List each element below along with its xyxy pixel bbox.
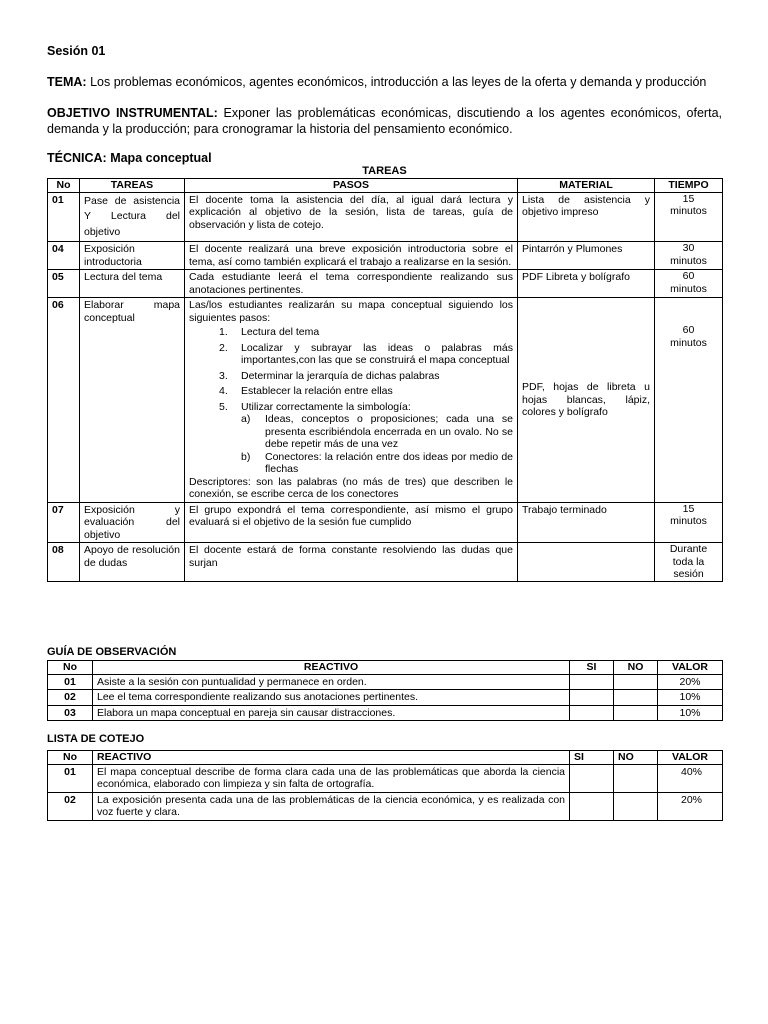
guia-table bbox=[47, 660, 723, 721]
row-reactivo: Elabora un mapa conceptual en pareja sin causar distracciones. bbox=[93, 705, 570, 721]
row-no: 02 bbox=[48, 690, 93, 706]
row-valor: 20% bbox=[658, 674, 723, 690]
row-pasos: El grupo expondrá el tema correspondiente, así mismo el grupo evaluará si el objetivo de la sesión fue cumplido bbox=[185, 502, 518, 543]
row-tarea: Apoyo de resolución de dudas bbox=[80, 543, 185, 582]
step-number: 1. bbox=[219, 326, 228, 338]
substeps-list bbox=[241, 413, 513, 476]
table-row bbox=[48, 792, 723, 820]
pasos-intro: Las/los estudiantes realizarán su mapa conceptual siguiendo los siguientes pasos: bbox=[189, 299, 513, 324]
row-tarea: Exposición introductoria bbox=[80, 242, 185, 270]
header-reactivo: REACTIVO bbox=[93, 661, 570, 675]
step-text: Utilizar correctamente la simbología: bbox=[241, 400, 411, 413]
header-no: No bbox=[48, 179, 80, 193]
header-tiempo: TIEMPO bbox=[655, 179, 723, 193]
row-pasos: El docente estará de forma constante resolviendo las dudas que surjan bbox=[185, 543, 518, 582]
row-no: 03 bbox=[48, 705, 93, 721]
lista-table bbox=[47, 750, 723, 821]
row-reactivo: El mapa conceptual describe de forma clara cada una de las problemáticas que aborda la ciencia económica, elaborado con limpieza y sin falta de ortografía. bbox=[93, 764, 570, 792]
tecnica-heading: TÉCNICA: Mapa conceptual bbox=[47, 151, 212, 165]
row-no-check bbox=[614, 674, 658, 690]
step-text: Determinar la jerarquía de dichas palabras bbox=[241, 369, 440, 382]
guia-title: GUÍA DE OBSERVACIÓN bbox=[47, 646, 177, 658]
row-material-text: PDF, hojas de libreta u hojas blancas, lápiz, colores y bolígrafo bbox=[522, 381, 650, 418]
row-si bbox=[570, 674, 614, 690]
row-reactivo: Asiste a la sesión con puntualidad y permanece en orden. bbox=[93, 674, 570, 690]
row-valor: 10% bbox=[658, 705, 723, 721]
row-valor: 20% bbox=[658, 792, 723, 820]
row-no-check bbox=[614, 690, 658, 706]
step-number: 3. bbox=[219, 369, 228, 382]
table-header-row bbox=[48, 179, 723, 193]
row-no-check bbox=[614, 764, 658, 792]
pasos-outro: Descriptores: son las palabras (no más de tres) que describen le conexión, se escribe cerca de los conectores bbox=[189, 475, 513, 500]
row-no: 06 bbox=[48, 298, 80, 503]
row-si bbox=[570, 690, 614, 706]
header-reactivo: REACTIVO bbox=[93, 751, 570, 765]
header-no: No bbox=[48, 751, 93, 765]
table-row bbox=[48, 502, 723, 543]
step-text: Establecer la relación entre ellas bbox=[241, 385, 393, 397]
row-no-check bbox=[614, 792, 658, 820]
row-material: Lista de asistencia y objetivo impreso bbox=[518, 192, 655, 242]
table-row bbox=[48, 705, 723, 721]
row-tiempo: 15 minutos bbox=[655, 192, 723, 242]
row-tarea: Elaborar mapa conceptual bbox=[80, 298, 185, 503]
row-pasos: El docente realizará una breve exposición introductoria sobre el tema, así como también explicará el trabajo a realizarse en la sesión. bbox=[185, 242, 518, 270]
row-no-check bbox=[614, 705, 658, 721]
row-material: Trabajo terminado bbox=[518, 502, 655, 543]
row-no: 01 bbox=[48, 764, 93, 792]
row-valor: 10% bbox=[658, 690, 723, 706]
table-row bbox=[48, 674, 723, 690]
list-item bbox=[189, 370, 513, 383]
row-material bbox=[518, 543, 655, 582]
row-no: 08 bbox=[48, 543, 80, 582]
row-tiempo bbox=[655, 298, 723, 503]
list-item bbox=[241, 413, 513, 451]
row-reactivo: Lee el tema correspondiente realizando sus anotaciones pertinentes. bbox=[93, 690, 570, 706]
list-item bbox=[189, 342, 513, 367]
list-item bbox=[189, 401, 513, 476]
table-row bbox=[48, 270, 723, 298]
tareas-caption: TAREAS bbox=[362, 165, 407, 177]
row-pasos: El docente toma la asistencia del día, al igual dará lectura y explicación al objetivo de la sesión, lista de tareas, guía de observación y lista de cotejo. bbox=[185, 192, 518, 242]
row-no: 05 bbox=[48, 270, 80, 298]
row-material: PDF Libreta y bolígrafo bbox=[518, 270, 655, 298]
row-valor: 40% bbox=[658, 764, 723, 792]
header-si: SI bbox=[570, 751, 614, 765]
row-no: 02 bbox=[48, 792, 93, 820]
lista-title: LISTA DE COTEJO bbox=[47, 733, 145, 745]
row-si bbox=[570, 705, 614, 721]
row-tarea: Pase de asistencia Y Lectura del objetivo bbox=[80, 192, 185, 242]
header-si: SI bbox=[570, 661, 614, 675]
row-tarea: Lectura del tema bbox=[80, 270, 185, 298]
table-row bbox=[48, 192, 723, 242]
header-no: No bbox=[48, 661, 93, 675]
header-valor: VALOR bbox=[658, 751, 723, 765]
row-pasos-list bbox=[185, 298, 518, 503]
objetivo-paragraph bbox=[47, 105, 722, 137]
step-number: 5. bbox=[219, 400, 228, 413]
row-tiempo-text: 60 minutos bbox=[670, 324, 707, 349]
row-tiempo: 60 minutos bbox=[655, 270, 723, 298]
header-material: MATERIAL bbox=[518, 179, 655, 193]
tema-text: Los problemas económicos, agentes económicos, introducción a las leyes de la oferta y demanda y producción bbox=[90, 75, 707, 89]
step-number: 4. bbox=[219, 385, 228, 397]
row-material bbox=[518, 298, 655, 503]
row-material: Pintarrón y Plumones bbox=[518, 242, 655, 270]
list-item bbox=[189, 385, 513, 398]
header-valor: VALOR bbox=[658, 661, 723, 675]
steps-list bbox=[189, 326, 513, 476]
substep-text: Ideas, conceptos o proposiciones; cada una se presenta escribiéndola encerrada en un ovalo. No se debe repetir más de una vez bbox=[265, 413, 513, 450]
objetivo-label: OBJETIVO INSTRUMENTAL: bbox=[47, 106, 218, 120]
step-text: Localizar y subrayar las ideas o palabras más importantes,con las que se construirá el mapa conceptual bbox=[241, 341, 513, 366]
tareas-table bbox=[47, 178, 723, 582]
step-text: Lectura del tema bbox=[241, 326, 320, 338]
table-header-row bbox=[48, 751, 723, 765]
session-title: Sesión 01 bbox=[47, 44, 106, 58]
row-tiempo: 15 minutos bbox=[655, 502, 723, 543]
header-pasos: PASOS bbox=[185, 179, 518, 193]
row-no: 01 bbox=[48, 192, 80, 242]
row-no: 07 bbox=[48, 502, 80, 543]
row-tiempo: Durante toda la sesión bbox=[655, 543, 723, 582]
header-no-col: NO bbox=[614, 751, 658, 765]
row-no: 01 bbox=[48, 674, 93, 690]
step-number: 2. bbox=[219, 341, 228, 354]
row-tarea: Exposición y evaluación del objetivo bbox=[80, 502, 185, 543]
list-item bbox=[189, 326, 513, 339]
table-row bbox=[48, 690, 723, 706]
table-row bbox=[48, 298, 723, 503]
list-item bbox=[241, 451, 513, 476]
table-row bbox=[48, 543, 723, 582]
row-reactivo: La exposición presenta cada una de las problemáticas de la ciencia económica, y es realizada con voz fuerte y clara. bbox=[93, 792, 570, 820]
tema-label: TEMA: bbox=[47, 75, 87, 89]
row-si bbox=[570, 764, 614, 792]
row-si bbox=[570, 792, 614, 820]
row-tiempo: 30 minutos bbox=[655, 242, 723, 270]
tema-line bbox=[47, 75, 706, 89]
header-tareas: TAREAS bbox=[80, 179, 185, 193]
objetivo-text: Exponer las problemáticas económicas, discutiendo a los agentes económicos, oferta, demanda y la producción; para cronogramar la historia del pensamiento económico. bbox=[47, 106, 722, 136]
table-row bbox=[48, 242, 723, 270]
substep-letter: a) bbox=[241, 413, 251, 425]
substep-letter: b) bbox=[241, 450, 251, 463]
row-pasos: Cada estudiante leerá el tema correspondiente realizando sus anotaciones pertinentes. bbox=[185, 270, 518, 298]
table-header-row bbox=[48, 661, 723, 675]
row-no: 04 bbox=[48, 242, 80, 270]
substep-text: Conectores: la relación entre dos ideas por medio de flechas bbox=[265, 450, 513, 475]
header-no-col: NO bbox=[614, 661, 658, 675]
table-row bbox=[48, 764, 723, 792]
